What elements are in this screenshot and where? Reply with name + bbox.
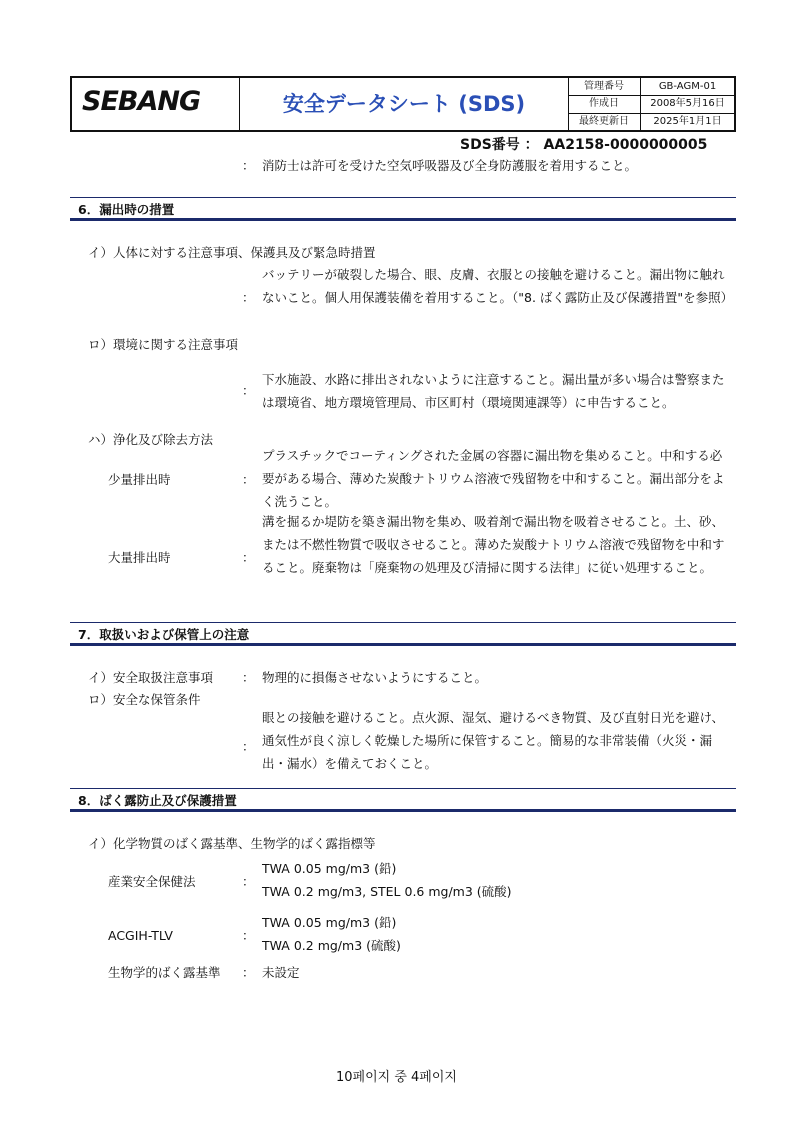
colon: ：: [242, 550, 255, 565]
section-6-item-c-label: ハ）浄化及び除去方法: [88, 432, 214, 447]
colon: ：: [242, 928, 255, 943]
small-spill-text: プラスチックでコーティングされた金属の容器に漏出物を集めること。中和する必要がある場合、薄めた炭酸ナトリウム溶液で残留物を中和すること。漏出部分をよく洗うこと。: [262, 448, 725, 509]
colon: ：: [242, 874, 255, 889]
section-8-title: 8．ばく露防止及び保護措置: [78, 793, 237, 808]
section-6-header: [70, 199, 736, 221]
meta-label: 最終更新日: [568, 113, 641, 130]
colon: ：: [242, 290, 255, 305]
document-title: 安全データシート (SDS): [240, 78, 569, 130]
section-7-item-a-label: イ）安全取扱注意事項: [88, 670, 214, 685]
section-7-item-a-text: 物理的に損傷させないようにすること。: [262, 670, 488, 685]
meta-value: 2008年5月16日: [650, 98, 725, 110]
meta-row-created-date: [568, 95, 734, 113]
colon: ：: [242, 670, 255, 685]
section-7-header: [70, 624, 736, 646]
large-spill-text: 溝を掘るか堤防を築き漏出物を集め、吸着剤で漏出物を吸着させること。土、砂、または不燃性物質で吸収させること。薄めた炭酸ナトリウム溶液で残留物を中和すること。廃棄物は「廃棄物の処理及び清掃に関する法律」に従い処理すること。: [262, 514, 725, 575]
page-number: 10페이지 중 4페이지: [336, 1070, 457, 1085]
section-6-title: 6．漏出時の措置: [78, 202, 175, 217]
colon: ：: [242, 158, 255, 173]
acgih-tlv-lead: TWA 0.05 mg/m3 (鉛): [262, 915, 397, 930]
logo-cell: [72, 78, 240, 130]
small-spill-label: 少量排出時: [108, 472, 171, 487]
section-7-item-b-label: ロ）安全な保管条件: [88, 692, 201, 707]
meta-value: 2025年1月1日: [653, 115, 722, 127]
acgih-tlv-sulfuric-acid: TWA 0.2 mg/m3 (硫酸): [262, 938, 401, 953]
meta-row-last-updated: [568, 113, 734, 130]
colon: ：: [242, 383, 255, 398]
section-7-title: 7．取扱いおよび保管上の注意: [78, 627, 250, 642]
colon: ：: [242, 965, 255, 980]
continuation-text: 消防士は許可を受けた空気呼吸器及び全身防護服を着用すること。: [262, 158, 638, 173]
section-6-item-b-label: ロ）環境に関する注意事項: [88, 337, 239, 352]
section-6-top-rule: [70, 197, 736, 198]
industrial-safety-law-sulfuric-acid: TWA 0.2 mg/m3, STEL 0.6 mg/m3 (硫酸): [262, 884, 512, 899]
meta-label: 管理番号: [568, 78, 641, 95]
biological-exposure-value: 未設定: [262, 965, 300, 980]
section-6-item-b-text: 下水施設、水路に排出されないように注意すること。漏出量が多い場合は警察または環境省、地方環境管理局、市区町村（環境関連課等）に申告すること。: [262, 372, 725, 410]
section-6-item-a-text: バッテリーが破裂した場合、眼、皮膚、衣服との接触を避けること。漏出物に触れないこと。個人用保護装備を着用すること。（"8. ばく露防止及び保護措置"を参照）: [262, 267, 734, 305]
biological-exposure-label: 生物学的ばく露基準: [108, 965, 221, 980]
large-spill-label: 大量排出時: [108, 550, 171, 565]
document-header: [70, 76, 736, 132]
section-6-item-a-label: イ）人体に対する注意事項、保護具及び緊急時措置: [88, 245, 376, 260]
section-8-top-rule: [70, 788, 736, 789]
industrial-safety-law-lead: TWA 0.05 mg/m3 (鉛): [262, 861, 397, 876]
sds-number: SDS番号 ： AA2158-0000000005: [460, 137, 708, 153]
section-7-item-b-text: 眼との接触を避けること。点火源、湿気、避けるべき物質、及び直射日光を避け、通気性が良く涼しく乾燥した場所に保管すること。簡易的な非常装備（火災・漏出・漏水）を備えておくこと。: [262, 710, 725, 771]
colon: ：: [242, 739, 255, 754]
section-7-top-rule: [70, 622, 736, 623]
section-8-header: [70, 790, 736, 812]
section-8-item-a-label: イ）化学物質のばく露基準、生物学的ばく露指標等: [88, 836, 376, 851]
meta-label: 作成日: [568, 95, 641, 112]
colon: ：: [242, 472, 255, 487]
meta-row-management-number: [568, 78, 734, 96]
industrial-safety-law-label: 産業安全保健法: [108, 874, 196, 889]
acgih-tlv-label: ACGIH-TLV: [108, 928, 173, 943]
meta-value: GB-AGM-01: [658, 81, 717, 92]
company-logo: SEBANG: [82, 86, 201, 117]
